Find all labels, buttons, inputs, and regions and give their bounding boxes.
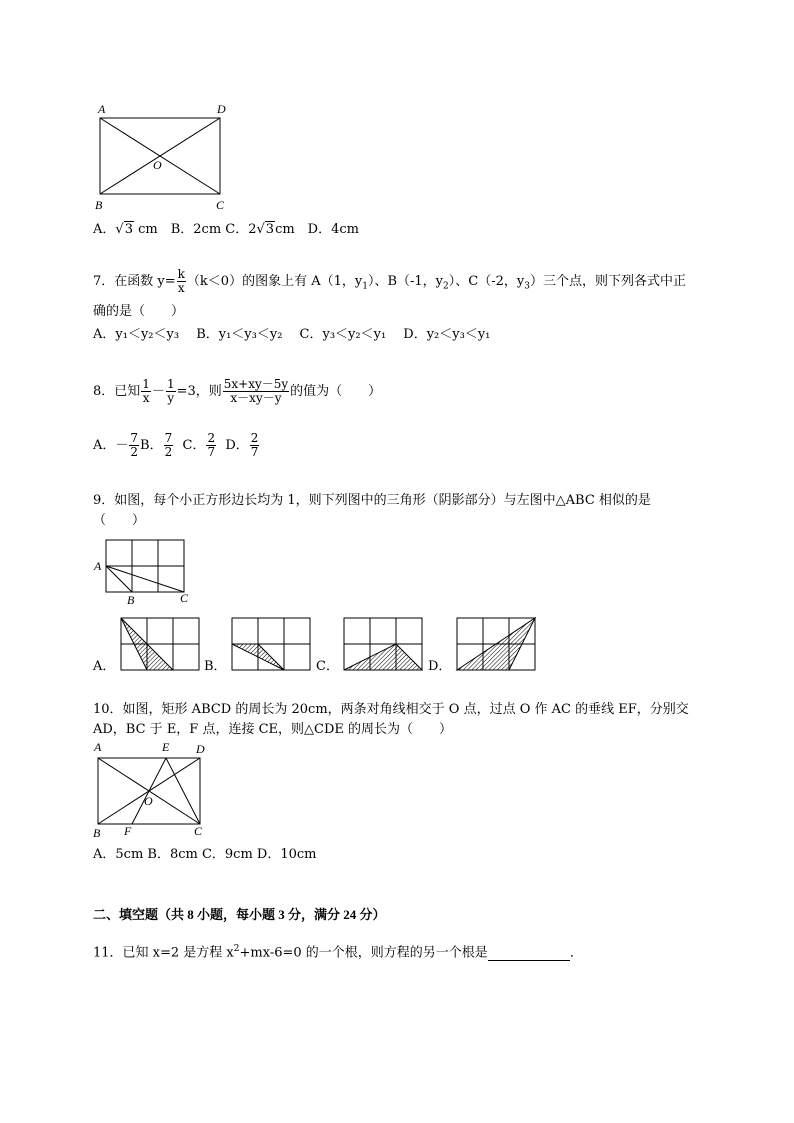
label-o: O [144,794,153,808]
q6-opt-a: A． [93,222,116,237]
label-b: B [127,593,135,607]
frac-den: y [167,391,175,405]
label-c: C [216,198,225,212]
q7-stem-pre: 7．在函数 y= [93,274,176,289]
q8-opt-b: B． [140,438,163,453]
q8-eq: =3，则 [176,384,222,399]
label-f: F [124,824,132,838]
frac-num: 1 [166,377,175,391]
q10-stem-line2: AD，BC 于 E，F 点，连接 CE，则△CDE 的周长为（ ） [93,722,453,737]
q7-stem-line2: 确的是（ ） [93,304,185,319]
label-b: B [93,826,101,840]
label-o: O [153,158,162,172]
label-c: C [180,591,189,605]
q8-opt-d: D． [225,438,249,453]
q6-c-radicand: 3 [265,222,275,237]
frac-num: 1 [142,377,150,391]
frac-den: x [142,391,150,405]
label-d: D [217,102,226,116]
q8-opt-c: C． [182,438,206,453]
q11-pre: 11．已知 x=2 是方程 x [93,945,234,961]
q7-options: A．y₁＜y₂＜y₃ B．y₁＜y₃＜y₂ C．y₃＜y₂＜y₁ D．y₂＜y₃＜y₁ [93,327,491,342]
frac-den: 7 [250,445,259,459]
q9-opt-a-label: A． [93,659,116,674]
q6-opt-d: cm D．4cm [275,222,359,237]
q11-sup: 2 [233,944,240,954]
q9-opt-b-label: B． [204,659,227,674]
section-2-heading: 二、填空题（共 8 小题，每小题 3 分，满分 24 分） [93,907,386,922]
q8-opt-a: A．－ [93,438,129,453]
q7-stem-post3: ）、C（-2，y [448,274,525,289]
frac-num: 7 [130,431,139,445]
frac-num: 7 [164,431,173,445]
q9-opt-c-label: C． [316,659,339,674]
frac-den: 2 [164,445,173,459]
q8-stem-pre: 8．已知 [93,384,141,399]
sqrt-symbol: √ [256,222,265,237]
sqrt-symbol: √ [115,222,124,237]
frac-den: 7 [207,445,216,459]
q6-opt-bc: cm B．2cm C．2 [133,222,257,237]
frac-num: 2 [250,431,259,445]
q10-stem-line1: 10．如图，矩形 ABCD 的周长为 20cm，两条对角线相交于 O 点，过点 O 作 AC 的垂线 EF，分别交 [93,702,689,717]
label-b: B [95,198,103,212]
q7-stem: 7．在函数 y= $\frac{k}{x}$ （k＜0）的图象上有 A（1，$y_1$）、B（-1，$y_2$）、C（-2，$y_3$）三个点，则下列各式中正 [93,267,686,295]
q7-stem-post4: ）三个点，则下列各式中正 [529,274,686,289]
q9-triangle-c [344,644,422,670]
answer-blank[interactable] [488,948,570,961]
q11-post: +mx-6=0 的一个根，则方程的另一个根是 [239,945,488,961]
q11-end: ． [569,945,583,961]
q9-stem-line1: 9．如图，每个小正方形边长均为 1，则下列图中的三角形（阴影部分）与左图中△ABC 相似的是 [93,493,651,508]
label-a: A [98,102,106,116]
q10-options: A．5cm B．8cm C．9cm D．10cm [93,847,317,862]
q8-minus: － [151,384,165,399]
label-a: A [94,559,102,573]
frac-den: x [177,281,185,295]
frac-num: 2 [207,431,216,445]
frac-num: 5x+xy－5y [223,377,289,391]
frac-den: 2 [130,445,139,459]
q9-opt-d-label: D． [428,659,452,674]
label-d: D [196,742,205,756]
q8-stem-post: 的值为（ ） [290,384,382,399]
frac-den: x－xy－y [230,391,282,405]
frac-num: k [177,267,185,281]
label-c: C [194,824,203,838]
q7-stem-post: （k＜0）的图象上有 A（1，y [186,274,363,289]
q10-figure [88,738,218,842]
label-e: E [162,740,170,754]
q7-stem-post2: ）、B（-1，y [367,274,444,289]
q6-a-radicand: 3 [124,222,133,237]
label-a: A [94,740,102,754]
q11-stem [93,941,583,961]
q9-stem-line2: （ ） [93,513,146,528]
